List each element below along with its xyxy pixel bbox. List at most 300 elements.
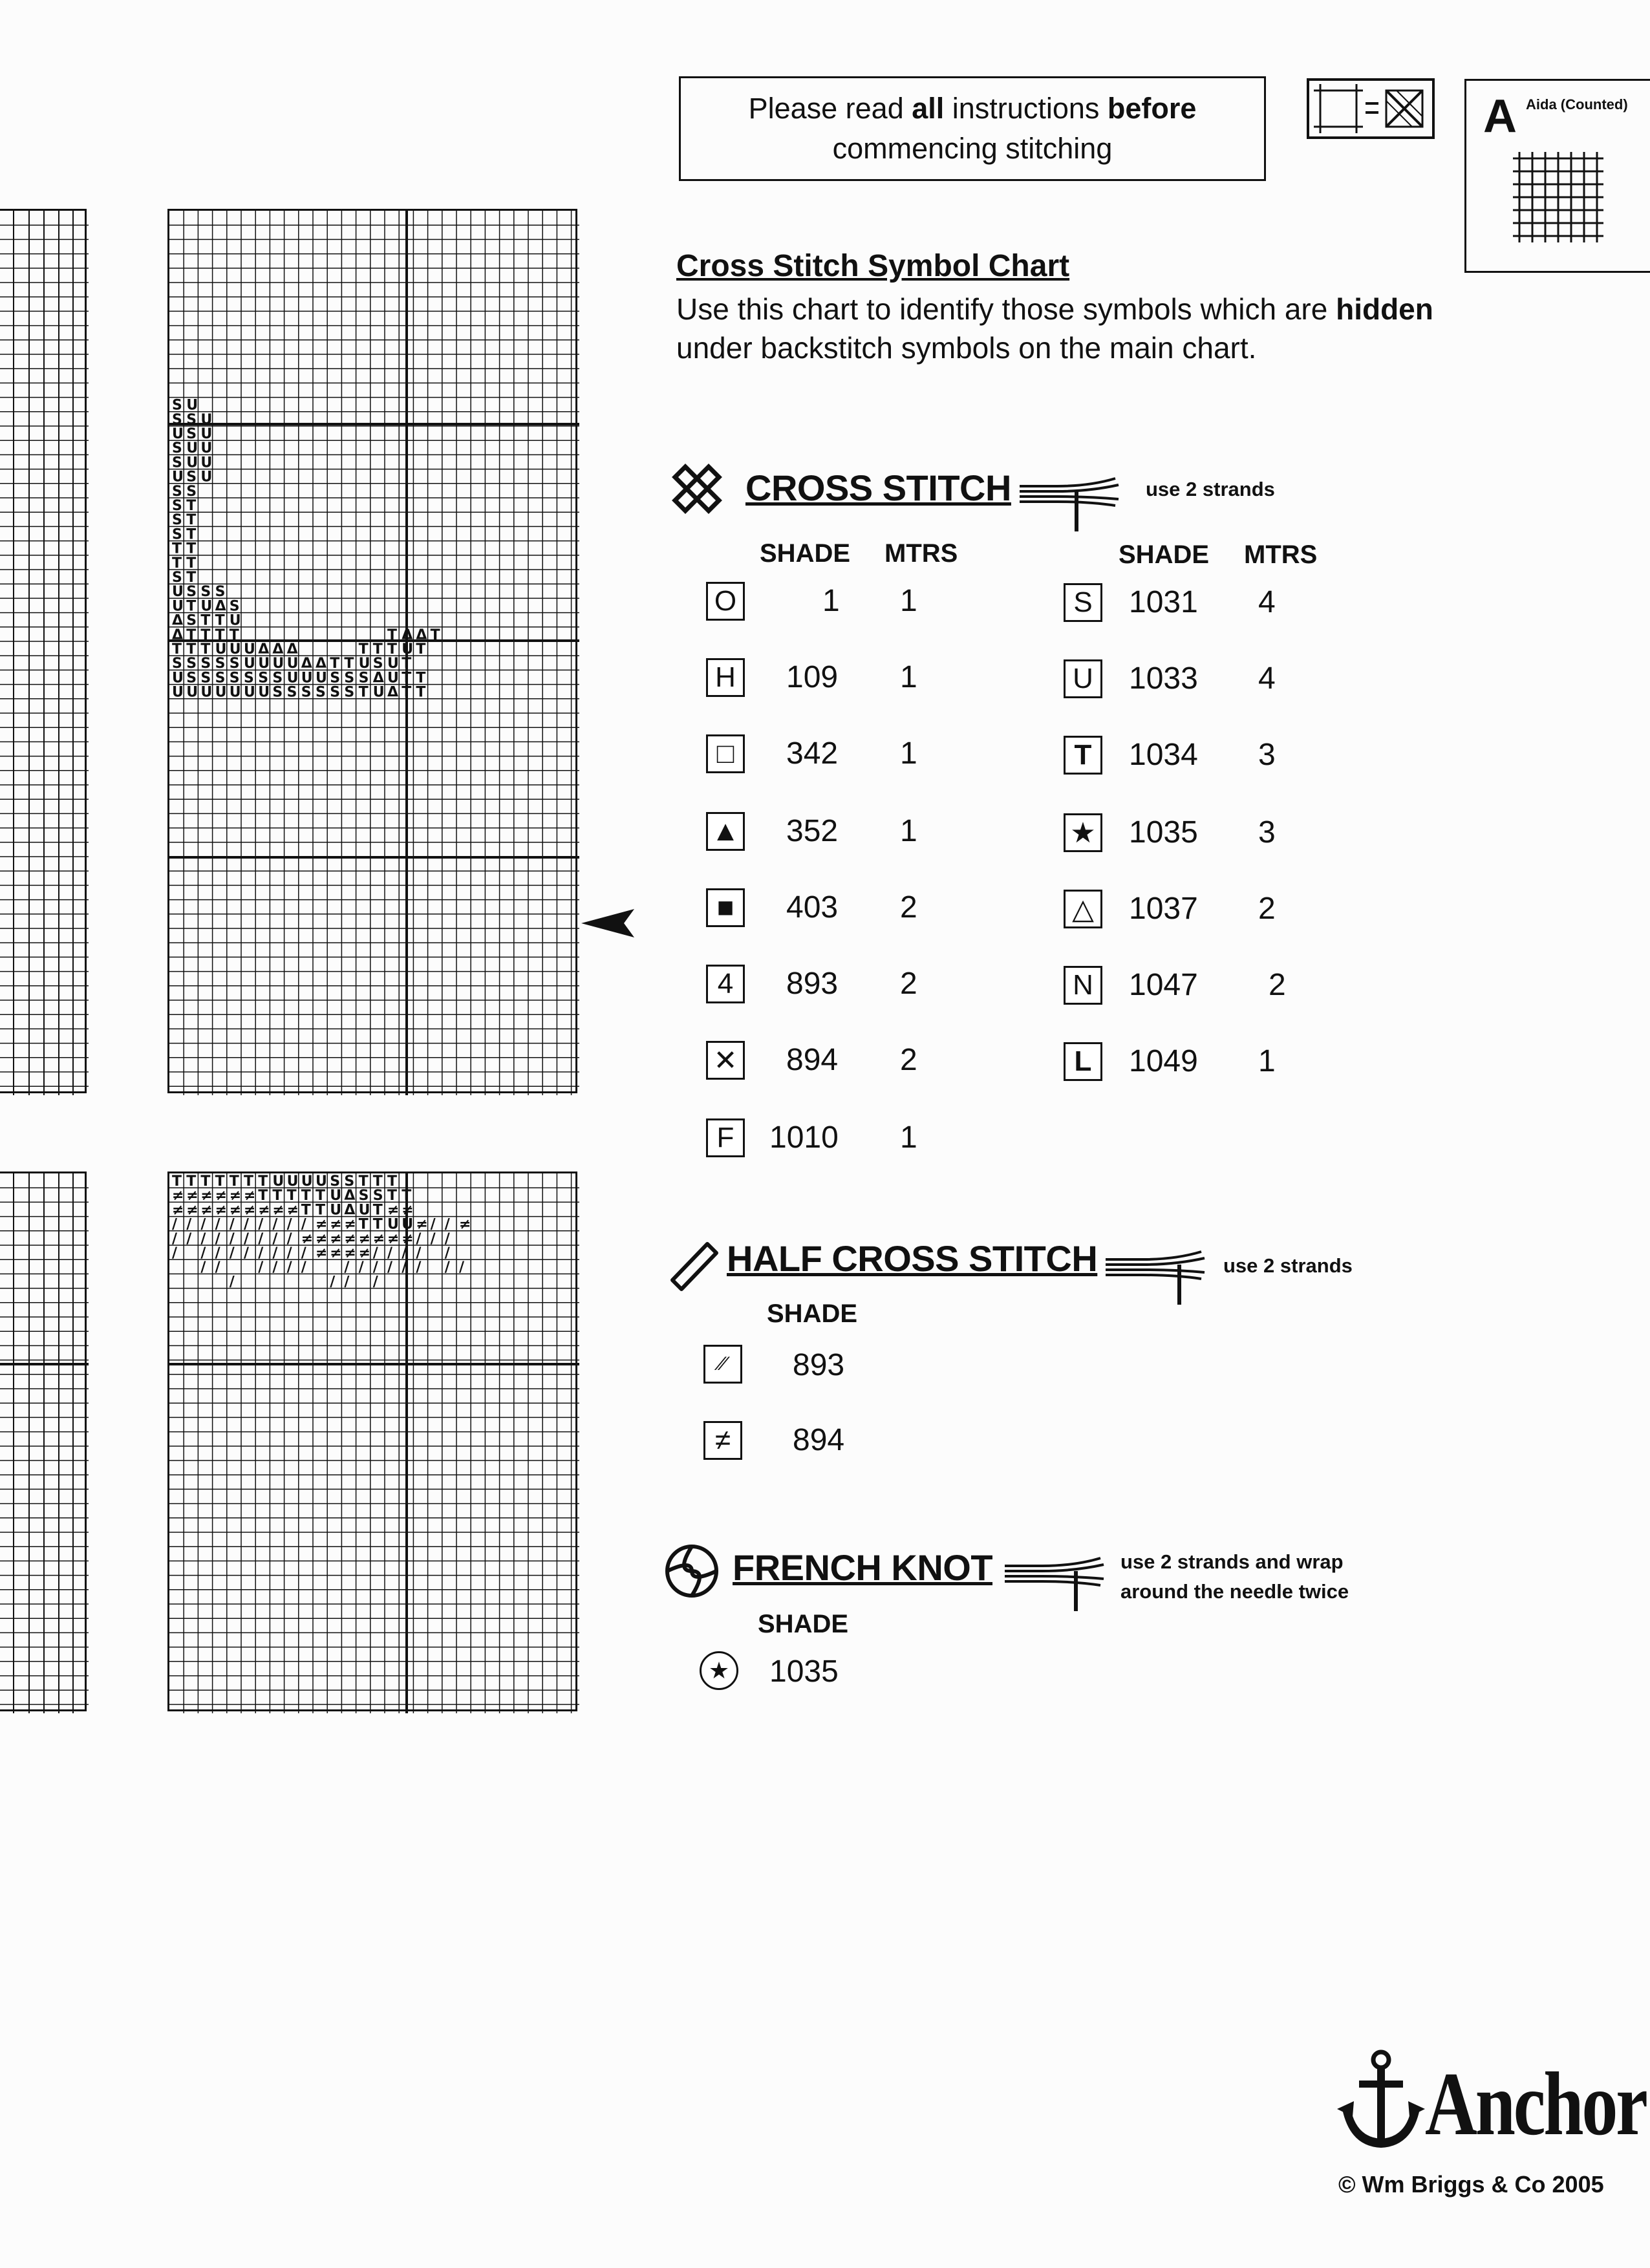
- pattern-symbol: U: [330, 1188, 342, 1204]
- mtrs-value: 1: [900, 736, 917, 771]
- mtrs-value: 2: [900, 1043, 917, 1077]
- pattern-symbol: S: [358, 670, 369, 687]
- pattern-symbol: U: [387, 656, 399, 672]
- pattern-symbol: S: [200, 656, 211, 672]
- pattern-symbol: T: [372, 1202, 383, 1219]
- pattern-symbol: /: [372, 1245, 378, 1261]
- pattern-symbol: /: [444, 1216, 450, 1233]
- symbol-key: U: [1064, 659, 1102, 698]
- pattern-symbol: ≠: [344, 1245, 356, 1261]
- pattern-symbol: ≠: [186, 1202, 198, 1219]
- pattern-symbol: T: [272, 1188, 283, 1204]
- pattern-symbol: /: [416, 1259, 422, 1276]
- shade-value: 1049: [1129, 1044, 1198, 1078]
- pattern-symbol: /: [229, 1274, 235, 1290]
- pattern-symbol: /: [301, 1245, 306, 1261]
- grid-lines: [169, 211, 579, 1095]
- pattern-symbol: U: [372, 684, 385, 701]
- cross-stitch-icon: [666, 458, 728, 520]
- fabric-type-box: [1464, 79, 1650, 273]
- pattern-symbol: ≠: [229, 1188, 242, 1204]
- pattern-symbol: /: [244, 1230, 250, 1247]
- pattern-symbol: S: [186, 483, 197, 500]
- pattern-symbol: T: [402, 656, 412, 672]
- pattern-symbol: Δ: [272, 641, 284, 658]
- pattern-symbol: S: [172, 498, 182, 514]
- pattern-symbol: U: [402, 1216, 414, 1233]
- pattern-symbol: T: [372, 1216, 383, 1233]
- pattern-symbol: T: [372, 1173, 383, 1190]
- pattern-symbol: U: [200, 455, 213, 471]
- pattern-symbol: ≠: [372, 1230, 385, 1247]
- mtrs-value: 2: [900, 967, 917, 1001]
- pattern-symbol: T: [387, 1188, 398, 1204]
- notice-text: Please read: [748, 92, 912, 125]
- pattern-symbol: U: [200, 684, 213, 701]
- symbol-key: ▲: [706, 812, 745, 851]
- pattern-symbol: U: [286, 656, 299, 672]
- pattern-symbol: ≠: [402, 1202, 414, 1219]
- pattern-symbol: S: [186, 469, 197, 486]
- shade-value: 352: [786, 814, 839, 848]
- pattern-symbol: S: [186, 670, 197, 687]
- pattern-symbol: T: [244, 1173, 254, 1190]
- pattern-symbol: U: [229, 684, 241, 701]
- pattern-symbol: U: [200, 440, 213, 457]
- pattern-symbol: T: [200, 626, 211, 643]
- pattern-symbol: S: [272, 670, 283, 687]
- symbol-key: F: [706, 1118, 745, 1157]
- half-cross-stitch-title: HALF CROSS STITCH: [727, 1238, 1098, 1279]
- thread-icon: [1003, 1552, 1107, 1613]
- mtrs-value: 2: [900, 890, 917, 925]
- symbol-key: ≠: [703, 1421, 742, 1460]
- pattern-symbol: /: [330, 1274, 336, 1290]
- mtrs-value: 1: [900, 660, 917, 694]
- pattern-symbol: T: [172, 1173, 182, 1190]
- desc-line2: under backstitch symbols on the main chart.: [676, 331, 1257, 365]
- pattern-symbol: T: [200, 1173, 211, 1190]
- desc-bold: hidden: [1336, 292, 1433, 326]
- pattern-symbol: U: [186, 455, 198, 471]
- cross-col-shade-right: SHADE: [1119, 540, 1210, 569]
- pattern-symbol: Δ: [344, 1202, 356, 1219]
- pattern-symbol: S: [186, 584, 197, 601]
- pattern-symbol: /: [186, 1216, 192, 1233]
- pattern-symbol: ≠: [200, 1188, 213, 1204]
- pattern-symbol: U: [244, 641, 255, 658]
- pattern-symbol: ≠: [244, 1188, 256, 1204]
- pattern-symbol: S: [344, 684, 355, 701]
- pattern-symbol: T: [229, 1173, 239, 1190]
- pattern-symbol: /: [286, 1245, 292, 1261]
- pattern-symbol: ≠: [200, 1202, 213, 1219]
- pattern-symbol: /: [301, 1259, 306, 1276]
- pattern-symbol: ≠: [358, 1245, 371, 1261]
- pattern-symbol: T: [358, 641, 369, 658]
- symbol-chart-description: [676, 290, 1614, 367]
- symbol-key: 4: [706, 965, 745, 1003]
- pattern-symbol: /: [430, 1216, 436, 1233]
- pattern-symbol: U: [200, 426, 213, 442]
- pattern-symbol: Δ: [258, 641, 270, 658]
- shade-value: 894: [793, 1423, 845, 1457]
- pattern-symbol: T: [387, 626, 398, 643]
- pattern-symbol: /: [286, 1230, 292, 1247]
- pattern-symbol: S: [301, 684, 312, 701]
- pattern-symbol: /: [172, 1245, 178, 1261]
- shade-value: 1035: [1129, 815, 1198, 850]
- symbol-key: L: [1064, 1042, 1102, 1081]
- pattern-symbol: Δ: [416, 626, 427, 643]
- pattern-symbol: S: [372, 1188, 383, 1204]
- pattern-symbol: S: [286, 684, 297, 701]
- symbol-key: □: [706, 734, 745, 773]
- instructions-notice: [679, 76, 1266, 181]
- pattern-symbol: S: [172, 397, 182, 414]
- pattern-symbol: U: [301, 670, 313, 687]
- pattern-symbol: U: [244, 684, 255, 701]
- pattern-symbol: T: [330, 656, 340, 672]
- pattern-symbol: T: [172, 641, 182, 658]
- desc-text: Use this chart to identify those symbols which are: [676, 292, 1336, 326]
- cross-col-shade-left: SHADE: [760, 539, 851, 568]
- pattern-symbol: T: [286, 1188, 297, 1204]
- pattern-symbol: /: [258, 1230, 264, 1247]
- pattern-symbol: U: [200, 469, 213, 486]
- pattern-symbol: U: [215, 641, 227, 658]
- pattern-symbol: S: [172, 440, 182, 457]
- pattern-symbol: T: [186, 512, 197, 529]
- pattern-symbol: T: [358, 1173, 369, 1190]
- french-knot-strands-1: use 2 strands and wrap: [1120, 1550, 1344, 1573]
- pattern-symbol: S: [330, 1173, 341, 1190]
- pattern-symbol: /: [244, 1216, 250, 1233]
- pattern-symbol: /: [229, 1230, 235, 1247]
- mtrs-value: 1: [900, 1120, 917, 1155]
- pattern-symbol: S: [186, 612, 197, 629]
- pattern-symbol: T: [186, 570, 197, 586]
- pattern-symbol: U: [387, 670, 399, 687]
- symbol-key: ★: [1064, 813, 1102, 852]
- cross-col-mtrs-right: MTRS: [1244, 540, 1318, 569]
- pattern-symbol: U: [229, 641, 241, 658]
- pattern-symbol: S: [186, 656, 197, 672]
- pattern-symbol: T: [215, 612, 225, 629]
- symbol-key: ✕: [706, 1041, 745, 1080]
- anchor-logo-icon: [1337, 2049, 1425, 2153]
- pattern-symbol: T: [186, 626, 197, 643]
- pattern-symbol: /: [258, 1216, 264, 1233]
- pattern-symbol: ≠: [258, 1202, 270, 1219]
- notice-text-mid: instructions: [944, 92, 1108, 125]
- shade-value: 1: [822, 584, 840, 618]
- pattern-symbol: /: [215, 1259, 220, 1276]
- mtrs-value: 4: [1258, 661, 1276, 696]
- pattern-symbol: S: [330, 684, 341, 701]
- pattern-symbol: U: [172, 469, 184, 486]
- pattern-symbol: S: [272, 684, 283, 701]
- mtrs-value: 1: [900, 584, 917, 618]
- one-square-equals-one-stitch-icon: [1306, 78, 1435, 140]
- pattern-symbol: T: [186, 598, 197, 615]
- pattern-grid-left-bottom: [0, 1171, 87, 1711]
- cross-stitch-strands: use 2 strands: [1146, 478, 1275, 500]
- pattern-symbol: U: [172, 584, 184, 601]
- pattern-symbol: T: [258, 1173, 268, 1190]
- pattern-symbol: S: [200, 584, 211, 601]
- shade-value: 893: [786, 967, 839, 1001]
- pattern-symbol: ≠: [402, 1230, 414, 1247]
- pattern-symbol: /: [172, 1216, 178, 1233]
- pattern-symbol: T: [402, 670, 412, 687]
- pattern-grid-main-top: [167, 209, 577, 1093]
- pattern-symbol: T: [186, 641, 197, 658]
- pattern-symbol: T: [301, 1202, 311, 1219]
- pattern-symbol: /: [416, 1230, 422, 1247]
- pattern-symbol: T: [387, 641, 398, 658]
- pattern-symbol: U: [258, 684, 270, 701]
- mtrs-value: 3: [1258, 738, 1276, 772]
- pattern-symbol: S: [215, 584, 226, 601]
- pattern-symbol: S: [172, 483, 182, 500]
- pattern-symbol: /: [200, 1259, 206, 1276]
- pattern-symbol: /: [387, 1245, 393, 1261]
- pattern-symbol: T: [215, 1173, 225, 1190]
- pattern-symbol: U: [258, 656, 270, 672]
- shade-value: 1037: [1129, 892, 1198, 926]
- pattern-symbol: S: [244, 670, 254, 687]
- pattern-symbol: /: [272, 1259, 278, 1276]
- pattern-symbol: S: [172, 411, 182, 428]
- pattern-symbol: S: [215, 656, 226, 672]
- pattern-symbol: T: [344, 656, 354, 672]
- brand-name: Anchor: [1425, 2054, 1646, 2154]
- pattern-symbol: T: [358, 684, 369, 701]
- pattern-symbol: U: [330, 1202, 342, 1219]
- half-cross-col-shade: SHADE: [767, 1300, 858, 1328]
- pattern-symbol: /: [272, 1216, 278, 1233]
- symbol-key: ★: [700, 1651, 738, 1690]
- french-knot-col-shade: SHADE: [758, 1610, 849, 1638]
- aida-weave-icon: [1506, 145, 1610, 249]
- pattern-symbol: ≠: [316, 1216, 328, 1233]
- pattern-symbol: ≠: [215, 1188, 228, 1204]
- pattern-symbol: /: [358, 1259, 364, 1276]
- pattern-symbol: U: [286, 670, 299, 687]
- pattern-symbol: S: [172, 526, 182, 543]
- symbol-chart-title: Cross Stitch Symbol Chart: [676, 249, 1070, 283]
- pattern-symbol: T: [416, 641, 426, 658]
- pattern-symbol: /: [344, 1259, 350, 1276]
- pattern-symbol: /: [459, 1259, 465, 1276]
- pattern-symbol: T: [372, 641, 383, 658]
- pattern-symbol: ≠: [215, 1202, 228, 1219]
- pattern-symbol: S: [200, 670, 211, 687]
- pattern-symbol: T: [358, 1216, 369, 1233]
- copyright: © Wm Briggs & Co 2005: [1338, 2171, 1604, 2198]
- pattern-symbol: ≠: [301, 1230, 314, 1247]
- pattern-symbol: /: [244, 1245, 250, 1261]
- pattern-symbol: T: [186, 526, 197, 543]
- pattern-symbol: U: [286, 1173, 299, 1190]
- pattern-symbol: /: [200, 1230, 206, 1247]
- pattern-symbol: /: [444, 1259, 450, 1276]
- pattern-symbol: U: [172, 598, 184, 615]
- shade-value: 1034: [1129, 738, 1198, 772]
- pattern-symbol: Δ: [172, 626, 184, 643]
- pattern-symbol: S: [215, 670, 226, 687]
- shade-value: 1035: [769, 1654, 839, 1689]
- pattern-symbol: Δ: [387, 684, 399, 701]
- pattern-symbol: /: [430, 1230, 436, 1247]
- symbol-key: O: [706, 582, 745, 621]
- pattern-symbol: T: [316, 1188, 326, 1204]
- pattern-symbol: /: [372, 1259, 378, 1276]
- pattern-symbol: /: [344, 1274, 350, 1290]
- symbol-key: S: [1064, 583, 1102, 622]
- symbol-key: △: [1064, 890, 1102, 928]
- pattern-symbol: U: [316, 670, 327, 687]
- pattern-symbol: ≠: [459, 1216, 471, 1233]
- pattern-symbol: /: [272, 1230, 278, 1247]
- pattern-symbol: U: [172, 426, 184, 442]
- pattern-symbol: Δ: [172, 612, 184, 629]
- pattern-symbol: S: [258, 670, 269, 687]
- pattern-symbol: /: [215, 1245, 220, 1261]
- pattern-symbol: S: [229, 670, 240, 687]
- pattern-symbol: U: [244, 656, 255, 672]
- pattern-symbol: /: [402, 1259, 407, 1276]
- pattern-symbol: T: [416, 670, 426, 687]
- pattern-symbol: T: [172, 555, 182, 572]
- pattern-symbol: U: [301, 1173, 313, 1190]
- shade-value: 893: [793, 1348, 845, 1382]
- pattern-symbol: ≠: [330, 1216, 342, 1233]
- pattern-symbol: S: [358, 1188, 369, 1204]
- pattern-symbol: U: [215, 684, 227, 701]
- shade-value: 1010: [769, 1120, 839, 1155]
- pattern-symbol: ≠: [286, 1202, 299, 1219]
- pattern-symbol: Δ: [316, 656, 327, 672]
- pattern-symbol: /: [286, 1216, 292, 1233]
- pattern-symbol: /: [229, 1245, 235, 1261]
- pattern-symbol: S: [172, 512, 182, 529]
- thread-icon: [1104, 1245, 1208, 1307]
- pattern-symbol: S: [229, 598, 240, 615]
- pattern-symbol: U: [387, 1216, 399, 1233]
- pattern-symbol: T: [402, 1188, 412, 1204]
- pattern-symbol: S: [344, 1173, 355, 1190]
- pattern-symbol: Δ: [215, 598, 226, 615]
- pattern-symbol: Δ: [372, 670, 384, 687]
- pattern-symbol: ≠: [186, 1188, 198, 1204]
- pattern-symbol: ≠: [387, 1230, 400, 1247]
- pattern-symbol: Δ: [344, 1188, 356, 1204]
- pattern-symbol: /: [215, 1216, 220, 1233]
- pattern-symbol: S: [172, 656, 182, 672]
- mtrs-value: 4: [1258, 585, 1276, 619]
- pattern-symbol: /: [444, 1230, 450, 1247]
- shade-value: 894: [786, 1043, 839, 1077]
- pattern-symbol: U: [186, 684, 198, 701]
- cross-col-mtrs-left: MTRS: [884, 539, 958, 568]
- pattern-symbol: /: [200, 1245, 206, 1261]
- pattern-symbol: U: [358, 1202, 370, 1219]
- pattern-symbol: Δ: [286, 641, 298, 658]
- pattern-symbol: /: [200, 1216, 206, 1233]
- shade-value: 403: [786, 890, 839, 925]
- grid-lines: [0, 211, 89, 1095]
- pattern-symbol: ≠: [229, 1202, 242, 1219]
- notice-line2: commencing stitching: [832, 132, 1113, 165]
- pattern-symbol: U: [358, 656, 370, 672]
- pattern-symbol: /: [172, 1230, 178, 1247]
- pattern-symbol: T: [301, 1188, 311, 1204]
- pattern-symbol: T: [200, 612, 211, 629]
- pattern-symbol: /: [444, 1245, 450, 1261]
- fabric-label: Aida (Counted): [1526, 96, 1628, 112]
- mtrs-value: 2: [1258, 892, 1276, 926]
- pattern-symbol: /: [372, 1274, 378, 1290]
- half-cross-strands: use 2 strands: [1223, 1254, 1353, 1277]
- pattern-symbol: U: [272, 1173, 284, 1190]
- pattern-symbol: U: [229, 612, 241, 629]
- pattern-symbol: U: [186, 440, 198, 457]
- pattern-symbol: ≠: [272, 1202, 284, 1219]
- pattern-symbol: /: [301, 1216, 306, 1233]
- pattern-symbol: ≠: [172, 1188, 184, 1204]
- pattern-symbol: ≠: [316, 1230, 328, 1247]
- pattern-symbol: T: [186, 1173, 197, 1190]
- symbol-key: H: [706, 658, 745, 697]
- pattern-symbol: /: [416, 1245, 422, 1261]
- pattern-symbol: T: [387, 1173, 398, 1190]
- shade-value: 1047: [1129, 968, 1198, 1002]
- pattern-symbol: Δ: [402, 626, 413, 643]
- pattern-symbol: ≠: [330, 1245, 342, 1261]
- shade-value: 342: [786, 736, 839, 771]
- french-knot-strands-2: around the needle twice: [1120, 1580, 1349, 1603]
- pattern-symbol: T: [258, 1188, 268, 1204]
- pattern-symbol: U: [200, 598, 213, 615]
- row-marker-arrow: [579, 905, 637, 941]
- pattern-symbol: U: [172, 670, 184, 687]
- pattern-symbol: T: [186, 555, 197, 572]
- shade-value: 1031: [1129, 585, 1198, 619]
- pattern-symbol: S: [316, 684, 326, 701]
- pattern-symbol: S: [172, 455, 182, 471]
- thread-icon: [1018, 472, 1122, 533]
- french-knot-icon: [661, 1540, 723, 1602]
- pattern-symbol: U: [402, 641, 414, 658]
- pattern-symbol: ≠: [344, 1216, 356, 1233]
- pattern-symbol: T: [402, 684, 412, 701]
- pattern-symbol: /: [272, 1245, 278, 1261]
- pattern-symbol: ≠: [416, 1216, 428, 1233]
- pattern-symbol: T: [186, 540, 197, 557]
- pattern-symbol: /: [215, 1230, 220, 1247]
- pattern-symbol: S: [186, 426, 197, 442]
- pattern-symbol: Δ: [301, 656, 312, 672]
- pattern-symbol: ≠: [172, 1202, 184, 1219]
- pattern-symbol: ≠: [387, 1202, 400, 1219]
- pattern-symbol: T: [172, 540, 182, 557]
- pattern-symbol: T: [316, 1202, 326, 1219]
- pattern-grid-left-top: [0, 209, 87, 1093]
- pattern-symbol: /: [186, 1230, 192, 1247]
- grid-lines: [0, 1173, 89, 1713]
